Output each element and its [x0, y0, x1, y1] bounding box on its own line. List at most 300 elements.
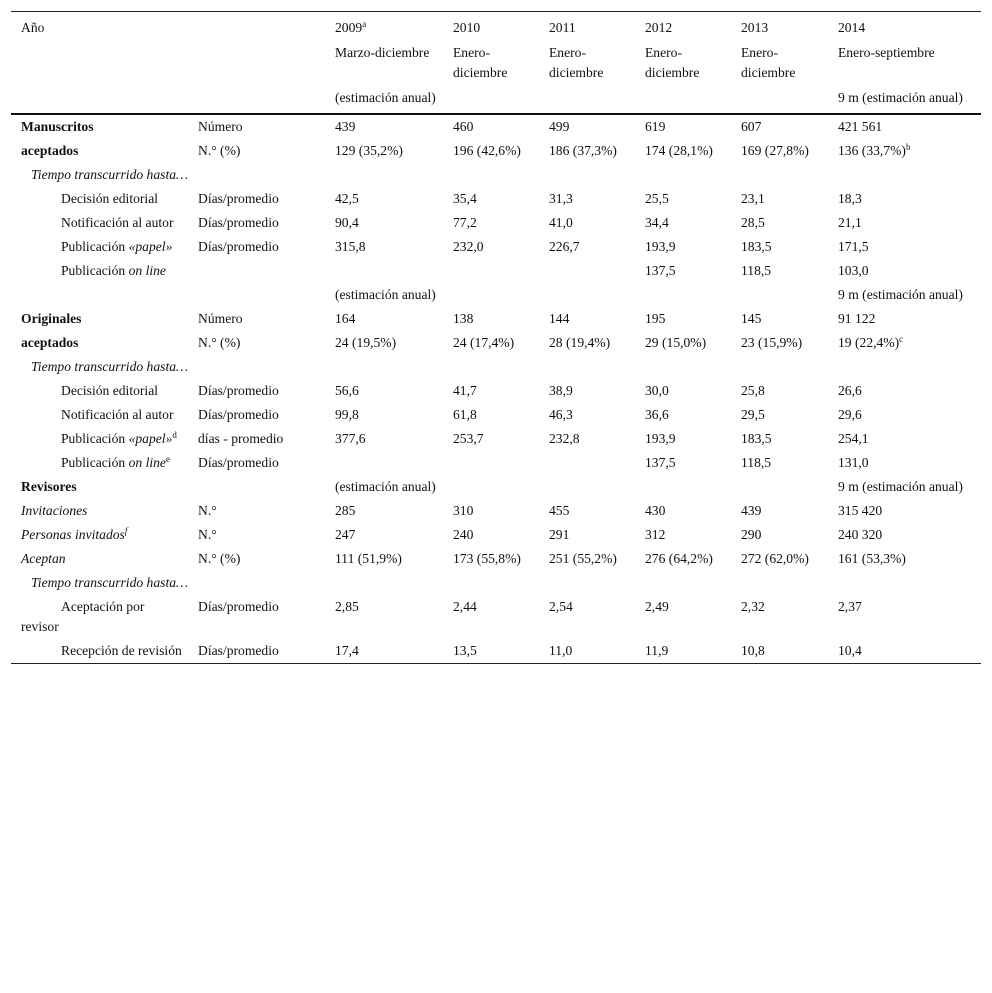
value-cell — [828, 523, 981, 547]
value-cell — [325, 259, 443, 283]
value-cell — [828, 595, 981, 639]
originales-pct-row — [11, 331, 981, 355]
period-note — [539, 83, 635, 114]
cell-text: Notificación al autor — [61, 407, 174, 422]
cell-text: 29,6 — [838, 407, 862, 422]
cell-text: Año — [21, 20, 45, 35]
cell-text: 2012 — [645, 20, 673, 35]
cell-text: 253,7 — [453, 431, 484, 446]
cell-text: N.° — [198, 527, 217, 542]
value-cell — [828, 211, 981, 235]
cell-text: Publicación — [61, 455, 129, 470]
value-cell — [539, 547, 635, 571]
value-cell — [443, 259, 539, 283]
cell-text: 25,5 — [645, 191, 669, 206]
value-cell — [325, 639, 443, 664]
subheading — [11, 355, 981, 379]
header-row-period — [11, 38, 981, 83]
cell-text: Enero-diciembre — [741, 45, 796, 80]
cell-text: 99,8 — [335, 407, 359, 422]
value-cell — [731, 595, 828, 639]
cell-text: Decisión editorial — [61, 191, 159, 206]
footnote-marker: d — [172, 430, 177, 440]
cell-text: aceptados — [21, 143, 79, 158]
empty-cell — [11, 83, 188, 114]
cell-text: Número — [198, 119, 243, 134]
cell-text: 607 — [741, 119, 762, 134]
value-cell — [443, 307, 539, 331]
cell-text: Días/promedio — [198, 599, 279, 614]
cell-text: 2,49 — [645, 599, 669, 614]
value-cell — [828, 235, 981, 259]
cell-text: 276 (64,2%) — [645, 551, 713, 566]
cell-text: Decisión editorial — [61, 383, 159, 398]
cell-text: 24 (19,5%) — [335, 335, 397, 350]
cell-text: N.° (%) — [198, 551, 241, 566]
value-cell — [443, 523, 539, 547]
manuscritos-metric-row — [11, 211, 981, 235]
statistics-table — [11, 11, 981, 664]
revisores-tiempo-row — [11, 571, 981, 595]
value-cell — [828, 403, 981, 427]
value-cell — [443, 639, 539, 664]
cell-text: 13,5 — [453, 643, 477, 658]
unit-label — [188, 499, 325, 523]
cell-text: Días/promedio — [198, 191, 279, 206]
period-header — [325, 38, 443, 83]
manuscritos-metric-row — [11, 259, 981, 283]
unit-label — [188, 547, 325, 571]
value-cell — [325, 451, 443, 475]
value-cell — [325, 547, 443, 571]
value-cell — [635, 639, 731, 664]
cell-text: 455 — [549, 503, 570, 518]
value-cell — [731, 139, 828, 163]
cell-text: 10,4 — [838, 643, 862, 658]
value-cell — [828, 451, 981, 475]
value-cell — [635, 595, 731, 639]
revisores-aceptan-row — [11, 547, 981, 571]
value-cell — [325, 523, 443, 547]
revisores-invitaciones-row — [11, 499, 981, 523]
cell-text: 291 — [549, 527, 570, 542]
value-cell — [828, 547, 981, 571]
unit-label — [188, 403, 325, 427]
value-cell — [325, 427, 443, 451]
value-cell — [731, 379, 828, 403]
cell-text: 29,5 — [741, 407, 765, 422]
cell-text: Enero-diciembre — [549, 45, 604, 80]
unit-label — [188, 235, 325, 259]
section-label — [11, 307, 188, 331]
value-cell — [325, 331, 443, 355]
cell-text: 183,5 — [741, 239, 772, 254]
period-note — [635, 83, 731, 114]
empty-cell — [635, 283, 731, 307]
unit-label — [188, 639, 325, 664]
value-cell — [635, 187, 731, 211]
cell-text: Días/promedio — [198, 407, 279, 422]
value-cell — [828, 259, 981, 283]
unit-label — [188, 259, 325, 283]
cell-text: Días/promedio — [198, 643, 279, 658]
metric-label — [11, 639, 188, 664]
cell-text: 240 — [453, 527, 474, 542]
cell-text: Aceptan — [21, 551, 66, 566]
value-cell — [731, 427, 828, 451]
cell-text: Revisores — [21, 479, 77, 494]
value-cell — [539, 139, 635, 163]
unit-label — [188, 211, 325, 235]
manuscritos-numero-row — [11, 114, 981, 139]
unit-label — [188, 427, 325, 451]
cell-text: 19 (22,4%) — [838, 335, 900, 350]
cell-text: Publicación — [61, 263, 129, 278]
unit-label — [188, 379, 325, 403]
cell-text: 30,0 — [645, 383, 669, 398]
value-cell — [539, 187, 635, 211]
cell-text: 9 m (estimación anual) — [838, 90, 963, 105]
cell-text: 430 — [645, 503, 666, 518]
cell-text: Días/promedio — [198, 455, 279, 470]
cell-text: 232,0 — [453, 239, 484, 254]
value-cell — [443, 114, 539, 139]
cell-text: Publicación — [61, 431, 129, 446]
originales-metric-row — [11, 451, 981, 475]
cell-text: 137,5 — [645, 263, 676, 278]
value-cell — [539, 235, 635, 259]
footnote-marker: b — [905, 142, 911, 152]
empty-cell — [188, 12, 325, 39]
period-note — [443, 83, 539, 114]
empty-cell — [443, 475, 539, 499]
cell-italic-text: «papel» — [128, 431, 173, 446]
cell-text: 460 — [453, 119, 474, 134]
period-note — [828, 83, 981, 114]
cell-text: 290 — [741, 527, 762, 542]
cell-text: 2010 — [453, 20, 481, 35]
period-note — [731, 83, 828, 114]
value-cell — [731, 499, 828, 523]
empty-cell — [188, 83, 325, 114]
cell-text: Recepción de revisión — [61, 643, 182, 658]
cell-text: 421 561 — [838, 119, 883, 134]
cell-text: 25,8 — [741, 383, 765, 398]
empty-cell — [731, 283, 828, 307]
value-cell — [539, 114, 635, 139]
cell-text: Tiempo transcurrido hasta… — [31, 359, 189, 374]
cell-text: 226,7 — [549, 239, 580, 254]
cell-italic-text: «papel» — [128, 239, 173, 254]
cell-text: 90,4 — [335, 215, 359, 230]
cell-text: 9 m (estimación anual) — [838, 287, 963, 302]
cell-text: 240 320 — [838, 527, 883, 542]
cell-text: 312 — [645, 527, 666, 542]
metric-label — [11, 523, 188, 547]
cell-text: 34,4 — [645, 215, 669, 230]
cell-text: 2009 — [335, 20, 363, 35]
cell-text: 2,37 — [838, 599, 862, 614]
cell-text: 186 (37,3%) — [549, 143, 617, 158]
value-cell — [731, 307, 828, 331]
cell-text: 315,8 — [335, 239, 366, 254]
value-cell — [828, 639, 981, 664]
metric-label — [11, 451, 188, 475]
value-cell — [731, 547, 828, 571]
cell-text: 18,3 — [838, 191, 862, 206]
metric-label — [11, 427, 188, 451]
metric-label — [11, 187, 188, 211]
value-cell — [539, 639, 635, 664]
unit-label — [188, 114, 325, 139]
cell-text: 247 — [335, 527, 356, 542]
value-cell — [443, 595, 539, 639]
cell-text: Días/promedio — [198, 239, 279, 254]
cell-italic-text: on line — [128, 263, 166, 278]
cell-text: 195 — [645, 311, 666, 326]
cell-text: 46,3 — [549, 407, 573, 422]
cell-text: 2,32 — [741, 599, 765, 614]
value-cell — [731, 259, 828, 283]
revisores-personas-row — [11, 523, 981, 547]
cell-text: 23,1 — [741, 191, 765, 206]
empty-cell — [188, 38, 325, 83]
year-header — [443, 12, 539, 39]
cell-text: 28,5 — [741, 215, 765, 230]
period-header — [828, 38, 981, 83]
cell-text: Originales — [21, 311, 82, 326]
value-cell — [325, 211, 443, 235]
cell-text: 2011 — [549, 20, 576, 35]
value-cell — [731, 639, 828, 664]
revisores-metric-row — [11, 639, 981, 664]
cell-text: 118,5 — [741, 455, 772, 470]
cell-text: 183,5 — [741, 431, 772, 446]
footnote-marker: c — [899, 334, 904, 344]
value-cell — [539, 307, 635, 331]
cell-text: 377,6 — [335, 431, 366, 446]
cell-text: 285 — [335, 503, 356, 518]
value-cell — [539, 451, 635, 475]
value-cell — [443, 211, 539, 235]
year-header — [325, 12, 443, 39]
cell-text: 2014 — [838, 20, 866, 35]
unit-label — [188, 331, 325, 355]
section-label — [11, 114, 188, 139]
value-cell — [828, 307, 981, 331]
cell-text: 2013 — [741, 20, 769, 35]
value-cell — [325, 307, 443, 331]
cell-text: 254,1 — [838, 431, 869, 446]
unit-label — [188, 523, 325, 547]
value-cell — [443, 139, 539, 163]
estimate-note — [325, 475, 443, 499]
cell-text: 439 — [335, 119, 356, 134]
empty-cell — [188, 475, 325, 499]
originales-metric-row — [11, 427, 981, 451]
value-cell — [443, 427, 539, 451]
cell-text: 103,0 — [838, 263, 869, 278]
cell-text: aceptados — [21, 335, 79, 350]
value-cell — [828, 379, 981, 403]
metric-label — [11, 235, 188, 259]
footnote-marker: f — [124, 526, 128, 536]
value-cell — [325, 235, 443, 259]
value-cell — [325, 403, 443, 427]
period-header — [731, 38, 828, 83]
cell-text: 136 (33,7%) — [838, 143, 906, 158]
metric-label — [11, 595, 188, 639]
cell-text: N.° (%) — [198, 143, 241, 158]
value-cell — [443, 451, 539, 475]
cell-text: 10,8 — [741, 643, 765, 658]
value-cell — [731, 331, 828, 355]
value-cell — [828, 114, 981, 139]
value-cell — [443, 547, 539, 571]
value-cell — [635, 114, 731, 139]
section-label — [11, 139, 188, 163]
metric-label — [11, 547, 188, 571]
cell-text: 161 (53,3%) — [838, 551, 906, 566]
metric-label — [11, 499, 188, 523]
cell-text: 56,6 — [335, 383, 359, 398]
cell-text: 138 — [453, 311, 474, 326]
cell-text: Personas invitados — [21, 527, 125, 542]
cell-text: Publicación — [61, 239, 129, 254]
empty-cell — [635, 475, 731, 499]
footnote-marker: e — [165, 454, 170, 464]
value-cell — [635, 307, 731, 331]
cell-text: 91 122 — [838, 311, 876, 326]
cell-text: 21,1 — [838, 215, 862, 230]
value-cell — [731, 187, 828, 211]
cell-text: 2,54 — [549, 599, 573, 614]
value-cell — [635, 547, 731, 571]
cell-text: 137,5 — [645, 455, 676, 470]
value-cell — [828, 187, 981, 211]
cell-text: 31,3 — [549, 191, 573, 206]
period-header — [635, 38, 731, 83]
metric-label — [11, 403, 188, 427]
cell-text: N.° — [198, 503, 217, 518]
header-row-years — [11, 12, 981, 39]
metric-label — [11, 379, 188, 403]
value-cell — [539, 523, 635, 547]
cell-text: 145 — [741, 311, 762, 326]
value-cell — [325, 187, 443, 211]
cell-text: 38,9 — [549, 383, 573, 398]
cell-italic-text: on line — [128, 455, 166, 470]
cell-text: 28 (19,4%) — [549, 335, 611, 350]
cell-text: 42,5 — [335, 191, 359, 206]
value-cell — [635, 403, 731, 427]
value-cell — [539, 211, 635, 235]
cell-text: 174 (28,1%) — [645, 143, 713, 158]
unit-label — [188, 139, 325, 163]
value-cell — [731, 114, 828, 139]
cell-text: (estimación anual) — [335, 90, 436, 105]
manuscritos-metric-row — [11, 187, 981, 211]
unit-label — [188, 307, 325, 331]
cell-text: 9 m (estimación anual) — [838, 479, 963, 494]
value-cell — [443, 331, 539, 355]
cell-text: días - promedio — [198, 431, 284, 446]
cell-text: (estimación anual) — [335, 479, 436, 494]
cell-text: 164 — [335, 311, 356, 326]
value-cell — [635, 331, 731, 355]
cell-text: Tiempo transcurrido hasta… — [31, 167, 189, 182]
cell-text: 310 — [453, 503, 474, 518]
empty-cell — [539, 283, 635, 307]
cell-text: Enero-diciembre — [453, 45, 508, 80]
value-cell — [635, 451, 731, 475]
value-cell — [635, 427, 731, 451]
cell-text: 23 (15,9%) — [741, 335, 803, 350]
header-row-note — [11, 83, 981, 114]
value-cell — [325, 379, 443, 403]
metric-label — [11, 259, 188, 283]
manuscritos-pct-row — [11, 139, 981, 163]
cell-text: 17,4 — [335, 643, 359, 658]
cell-text: 272 (62,0%) — [741, 551, 809, 566]
originales-metric-row — [11, 403, 981, 427]
cell-text: Número — [198, 311, 243, 326]
cell-text: 41,0 — [549, 215, 573, 230]
year-header — [539, 12, 635, 39]
revisores-metric-row — [11, 595, 981, 639]
empty-cell — [188, 283, 325, 307]
cell-text: 41,7 — [453, 383, 477, 398]
value-cell — [539, 379, 635, 403]
originales-metric-row — [11, 379, 981, 403]
value-cell — [635, 139, 731, 163]
cell-text: 499 — [549, 119, 570, 134]
estimate-note — [325, 283, 443, 307]
year-header-label — [11, 12, 188, 39]
value-cell — [731, 451, 828, 475]
value-cell — [635, 499, 731, 523]
cell-text: 439 — [741, 503, 762, 518]
unit-label — [188, 595, 325, 639]
period-header — [539, 38, 635, 83]
cell-text: 232,8 — [549, 431, 580, 446]
cell-text: Enero-diciembre — [645, 45, 700, 80]
originales-numero-row — [11, 307, 981, 331]
cell-text: 118,5 — [741, 263, 772, 278]
value-cell — [731, 235, 828, 259]
value-cell — [635, 523, 731, 547]
value-cell — [443, 379, 539, 403]
cell-text: Marzo-diciembre — [335, 45, 430, 60]
value-cell — [325, 139, 443, 163]
value-cell — [325, 114, 443, 139]
empty-cell — [443, 283, 539, 307]
cell-text: 251 (55,2%) — [549, 551, 617, 566]
value-cell — [443, 235, 539, 259]
cell-text: 36,6 — [645, 407, 669, 422]
period-note — [325, 83, 443, 114]
cell-text: 24 (17,4%) — [453, 335, 515, 350]
value-cell — [443, 499, 539, 523]
value-cell — [635, 259, 731, 283]
subheading — [11, 163, 981, 187]
value-cell — [828, 499, 981, 523]
value-cell — [828, 427, 981, 451]
cell-text: 77,2 — [453, 215, 477, 230]
cell-text: 315 420 — [838, 503, 883, 518]
cell-text: 26,6 — [838, 383, 862, 398]
cell-text: 131,0 — [838, 455, 869, 470]
